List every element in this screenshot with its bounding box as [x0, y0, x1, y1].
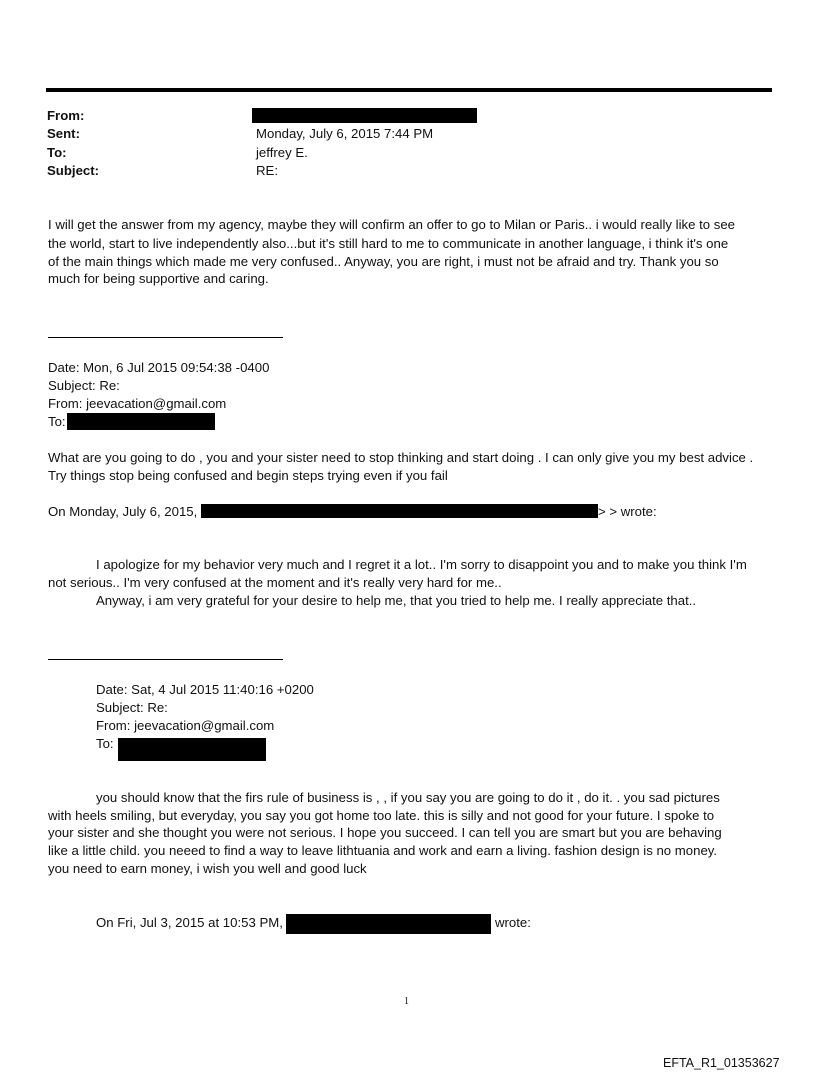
- document-id: EFTA_R1_01353627: [663, 1056, 780, 1070]
- on-wrote-suffix: > > wrote:: [598, 504, 657, 519]
- sent-label: Sent:: [47, 126, 80, 141]
- on-wrote-prefix: On Fri, Jul 3, 2015 at 10:53 PM,: [96, 915, 283, 930]
- from-redaction: [252, 108, 477, 123]
- body-line: of the main things which made me very confused.. Anyway, you are right, i must not be afraid and try. Thank you so: [48, 254, 719, 269]
- sent-value: Monday, July 6, 2015 7:44 PM: [256, 126, 434, 141]
- body-line: not serious.. I'm very confused at the moment and it's really very hard for me..: [48, 575, 502, 590]
- quote-to: To:: [48, 414, 66, 429]
- quote-line: Try things stop being confused and begin steps trying even if you fail: [48, 468, 448, 483]
- body-line: I will get the answer from my agency, maybe they will confirm an offer to go to Milan or Paris.. i would really like to see: [48, 217, 736, 232]
- quote-from: From: jeevacation@gmail.com: [48, 396, 227, 411]
- body-line: Anyway, i am very grateful for your desire to help me, that you tried to help me. I really appreciate that..: [96, 593, 697, 608]
- quote-line: like a little child. you neeed to find a way to leave lithtuania and work and earn a living. fashion design is no money.: [48, 843, 718, 858]
- quote-date: Date: Mon, 6 Jul 2015 09:54:38 -0400: [48, 360, 270, 375]
- quote-date: Date: Sat, 4 Jul 2015 11:40:16 +0200: [96, 682, 314, 697]
- page-number: 1: [404, 996, 409, 1007]
- to-value: jeffrey E.: [256, 145, 308, 160]
- quote-to: To:: [96, 736, 114, 751]
- quote-divider: [48, 659, 283, 660]
- quote-line: with heels smiling, but everyday, you say you got home too late. this is silly and not good for your future. I spoke to: [48, 808, 715, 823]
- on-wrote-prefix: On Monday, July 6, 2015,: [48, 504, 198, 519]
- body-line: I apologize for my behavior very much and I regret it a lot.. I'm sorry to disappoint you and to make you think I'm: [96, 557, 747, 572]
- quote-subject: Subject: Re:: [48, 378, 120, 393]
- to-label: To:: [47, 145, 67, 160]
- quote-line: you need to earn money, i wish you well and good luck: [48, 861, 367, 876]
- header-divider: [46, 88, 772, 92]
- from-label: From:: [47, 108, 85, 123]
- subject-label: Subject:: [47, 163, 100, 178]
- subject-value: RE:: [256, 163, 278, 178]
- quote-line: What are you going to do , you and your sister need to stop thinking and start doing . I can only give you my best advice .: [48, 450, 754, 465]
- to-redaction: [118, 738, 266, 761]
- quote-divider: [48, 337, 283, 338]
- to-redaction: [67, 413, 215, 430]
- quote-line: you should know that the firs rule of business is , , if you say you are going to do it , do it. . you sad pictures: [96, 790, 720, 805]
- body-line: much for being supportive and caring.: [48, 271, 269, 286]
- on-wrote-suffix: wrote:: [495, 915, 531, 930]
- sender-redaction: [286, 914, 491, 934]
- quote-from: From: jeevacation@gmail.com: [96, 718, 275, 733]
- quote-subject: Subject: Re:: [96, 700, 168, 715]
- quote-line: your sister and she thought you were not serious. I hope you succeed. I can tell you are smart but you are behaving: [48, 825, 722, 840]
- body-line: the world, start to live independently also...but it's still hard to me to communicate in another language, i think it's one: [48, 236, 729, 251]
- sender-redaction: [201, 504, 598, 518]
